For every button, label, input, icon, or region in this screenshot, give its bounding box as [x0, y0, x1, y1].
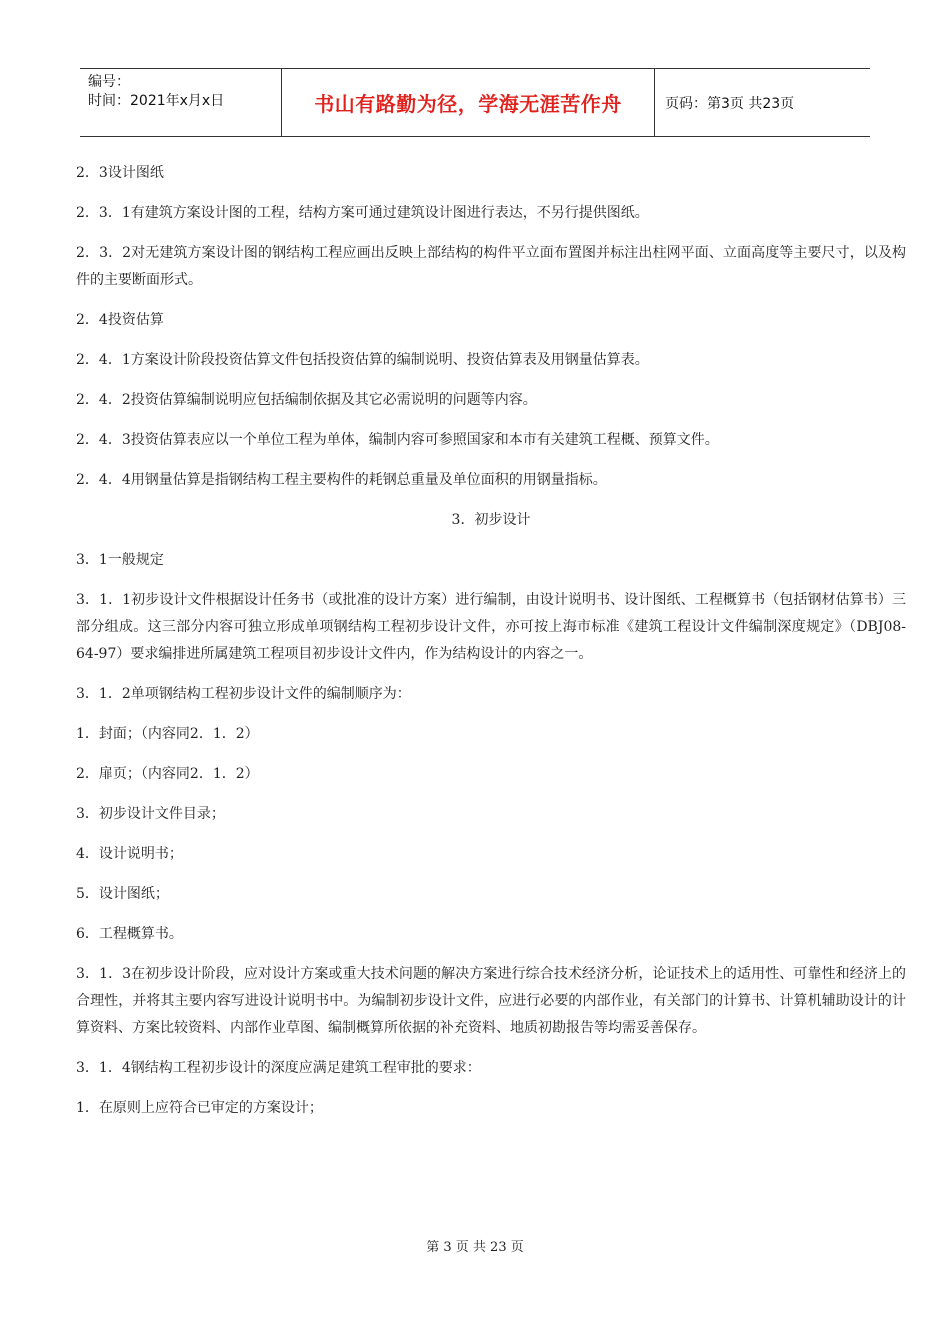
- paragraph: 3．1．3在初步设计阶段，应对设计方案或重大技术问题的解决方案进行综合技术经济分析，论证技术上的适用性、可靠性和经济上的合理性，并将其主要内容写进设计说明书中。为编制初步设计文件，应进行必要的内部作业，有关部门的计算书、计算机辅助设计的计算资料、方案比较资料、内部作业草图、编制概算所依据的补充资料、地质初勘报告等均需妥善保存。: [76, 966, 906, 1036]
- paragraph: 3．1．4钢结构工程初步设计的深度应满足建筑工程审批的要求：: [76, 1060, 481, 1076]
- paragraph: 2．4．3投资估算表应以一个单位工程为单体，编制内容可参照国家和本市有关建筑工程概、预算文件。: [76, 432, 719, 448]
- header-left-cell: [80, 69, 282, 136]
- list-item: 3．初步设计文件目录；: [76, 806, 225, 822]
- list-item: 6．工程概算书。: [76, 926, 183, 942]
- paragraph: 2．3设计图纸: [76, 165, 164, 181]
- paragraph: 2．4．4用钢量估算是指钢结构工程主要构件的耗钢总重量及单位面积的用钢量指标。: [76, 472, 607, 488]
- paragraph: 3．1一般规定: [76, 552, 164, 568]
- time-label: 时间：2021年x月x日: [88, 93, 225, 109]
- section-heading: 3．初步设计: [451, 512, 531, 528]
- paragraph: 2．3．2对无建筑方案设计图的钢结构工程应画出反映上部结构的构件平立面布置图并标注出柱网平面、立面高度等主要尺寸，以及构件的主要断面形式。: [76, 245, 906, 288]
- paragraph: 2．4投资估算: [76, 312, 164, 328]
- list-item: 4．设计说明书；: [76, 846, 183, 862]
- page-header: [80, 68, 870, 137]
- page-footer: 第 3 页 共 23 页: [426, 1240, 524, 1255]
- page-label: 页码：第3页 共23页: [665, 95, 795, 112]
- paragraph: 2．4．1方案设计阶段投资估算文件包括投资估算的编制说明、投资估算表及用钢量估算表。: [76, 352, 649, 368]
- list-item: 1．在原则上应符合已审定的方案设计；: [76, 1100, 323, 1116]
- list-item: 2．扉页；（内容同2．1．2）: [76, 766, 259, 782]
- header-middle-cell: [282, 69, 655, 136]
- list-item: 5．设计图纸；: [76, 886, 169, 902]
- document-body: [76, 160, 906, 1135]
- paragraph: 3．1．2单项钢结构工程初步设计文件的编制顺序为：: [76, 686, 411, 702]
- paragraph: 3．1．1初步设计文件根据设计任务书（或批准的设计方案）进行编制，由设计说明书、设计图纸、工程概算书（包括钢材估算书）三部分组成。这三部分内容可独立形成单项钢结构工程初步设计文件，亦可按上海市标准《建筑工程设计文件编制深度规定》（DBJ08-64-97）要求编排进所属建筑工程项目初步设计文件内，作为结构设计的内容之一。: [76, 592, 906, 662]
- header-right-cell: [655, 69, 870, 136]
- number-label: 编号：: [88, 74, 130, 90]
- paragraph: 2．3．1有建筑方案设计图的工程，结构方案可通过建筑设计图进行表达，不另行提供图纸。: [76, 205, 649, 221]
- motto: 书山有路勤为径，学海无涯苦作舟: [314, 92, 622, 116]
- paragraph: 2．4．2投资估算编制说明应包括编制依据及其它必需说明的问题等内容。: [76, 392, 537, 408]
- list-item: 1．封面；（内容同2．1．2）: [76, 726, 259, 742]
